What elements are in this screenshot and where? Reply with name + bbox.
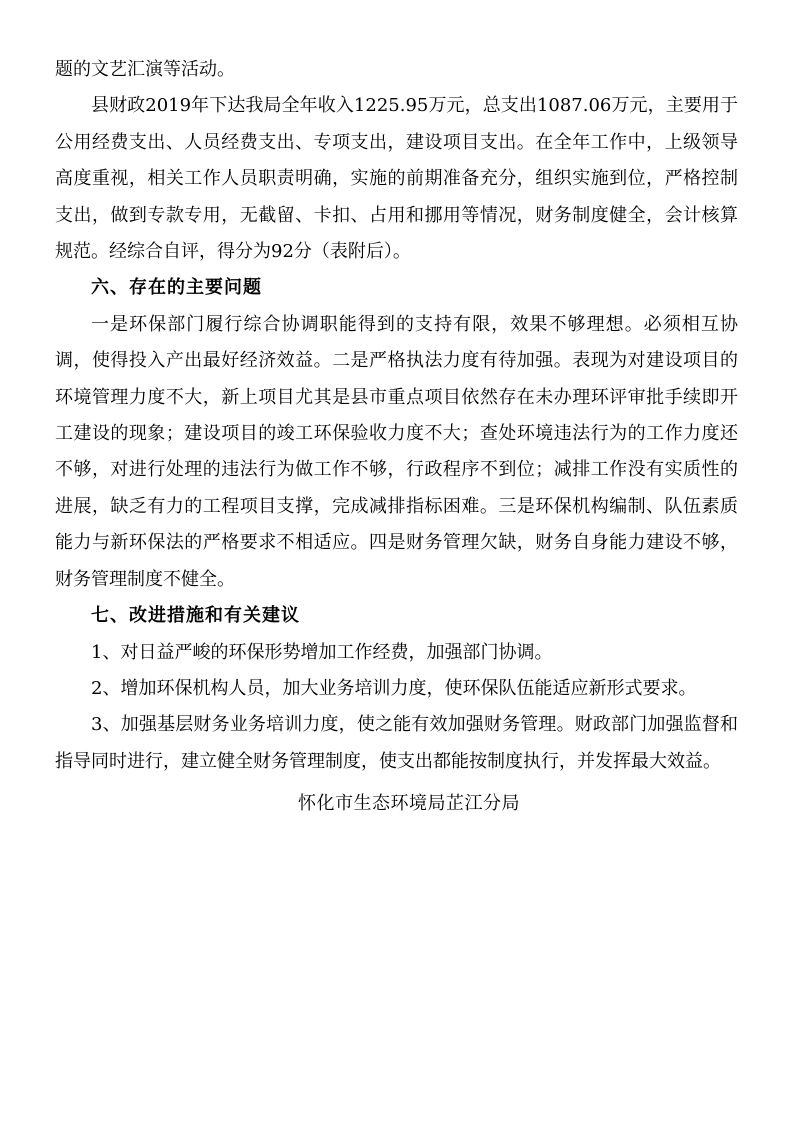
paragraph-continuation: 题的文艺汇演等活动。	[55, 59, 235, 80]
suggestion-item-1: 1、对日益严峻的环保形势增加工作经费，加强部门协调。	[91, 641, 553, 663]
paragraph-budget-summary: 县财政2019年下达我局全年收入1225.95万元，总支出1087.06万元，主要用于公用经费支出、人员经费支出、专项支出，建设项目支出。在全年工作中，上级领导高度重视，相关工作人员职责明确，实施的前期准备充分，组织实施到位，严格控制支出，做到专款专用，无截留、卡扣、占用和挪用等情况，财务制度健全，会计核算规范。经综合自评，得分为92分（表附后）。	[55, 95, 738, 263]
signature-organization: 怀化市生态环境局芷江分局	[298, 793, 520, 815]
section-heading-problems: 六、存在的主要问题	[91, 277, 262, 299]
suggestion-item-2: 2、增加环保机构人员，加大业务培训力度，使环保队伍能适应新形式要求。	[91, 677, 697, 699]
document-body	[55, 52, 738, 823]
paragraph-problems: 一是环保部门履行综合协调职能得到的支持有限，效果不够理想。必须相互协调，使得投入产出最好经济效益。二是严格执法力度有待加强。表现为对建设项目的环境管理力度不大，新上项目尤其是县市重点项目依然存在未办理环评审批手续即开工建设的现象；建设项目的竣工环保验收力度不大；查处环境违法行为的工作力度还不够，对进行处理的违法行为做工作不够，行政程序不到位；减排工作没有实质性的进展，缺乏有力的工程项目支撑，完成减排指标困难。三是环保机构编制、队伍素质能力与新环保法的严格要求不相适应。四是财务管理欠缺，财务自身能力建设不够，财务管理制度不健全。	[55, 313, 738, 590]
suggestion-item-3: 3、加强基层财务业务培训力度，使之能有效加强财务管理。财政部门加强监督和指导同时进行，建立健全财务管理制度，使支出都能按制度执行，并发挥最大效益。	[55, 714, 738, 772]
section-heading-suggestions: 七、改进措施和有关建议	[91, 605, 300, 627]
